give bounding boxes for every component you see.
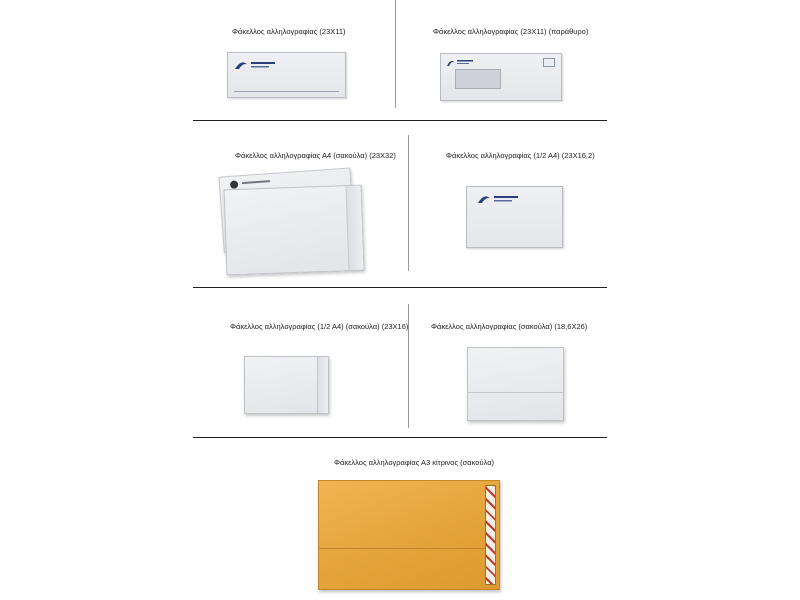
postage-mark — [543, 58, 555, 67]
envelope-dl-window — [440, 53, 562, 101]
caption-envelope-pocket-186x26: Φάκελλος αλληλογραφίας (σακούλα) (18,6Χ26) — [431, 322, 588, 331]
column-divider — [408, 304, 409, 428]
envelope-seam — [468, 392, 563, 393]
envelope-half-a4-pocket — [244, 356, 329, 414]
envelope-footer-line — [234, 91, 339, 92]
envelope-a4-pocket — [224, 185, 365, 276]
adhesive-strip — [485, 485, 496, 585]
caption-envelope-half-a4: Φάκελλος αλληλογραφίας (1/2 Α4) (23Χ16,2) — [446, 151, 595, 160]
company-logo-icon — [230, 180, 239, 189]
envelope-dl-printed — [227, 52, 346, 98]
caption-envelope-dl-window: Φάκελλος αλληλογραφίας (23Χ11) (παράθυρο) — [433, 27, 589, 36]
address-window — [455, 69, 501, 89]
caption-envelope-half-a4-pocket: Φάκελλος αλληλογραφίας (1/2 Α4) (σακούλα) (23Χ16) — [230, 322, 409, 331]
row-divider — [193, 120, 607, 121]
row-divider — [193, 437, 607, 438]
envelope-half-a4 — [466, 186, 563, 248]
company-logo-icon — [446, 58, 476, 67]
envelope-a3-kraft — [318, 480, 500, 590]
company-logo-icon — [477, 193, 521, 205]
column-divider — [395, 0, 396, 108]
envelope-seam — [319, 548, 485, 549]
row-divider — [193, 287, 607, 288]
company-logo-icon — [234, 59, 278, 71]
envelope-flap — [346, 186, 364, 270]
caption-envelope-a3-kraft: Φάκελλος αλληλογραφίας Α3 κίτρινος (σακούλα) — [334, 458, 495, 467]
caption-envelope-a4-pocket: Φάκελλος αλληλογραφίας Α4 (σακούλα) (23Χ32) — [235, 151, 396, 160]
column-divider — [408, 135, 409, 271]
envelope-pocket-186x26 — [467, 347, 564, 421]
envelope-flap — [317, 357, 328, 413]
caption-envelope-dl: Φάκελλος αλληλογραφίας (23Χ11) — [232, 27, 346, 36]
